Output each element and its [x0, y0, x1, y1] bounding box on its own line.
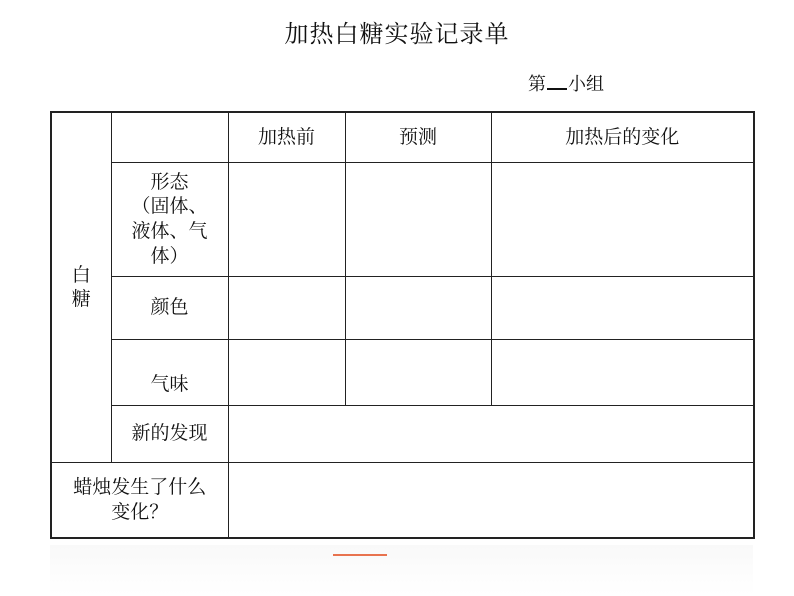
background-fade	[50, 545, 753, 595]
row-label-line: 形态	[150, 170, 189, 193]
cell-color-prediction[interactable]	[345, 276, 491, 339]
row-label-form	[111, 162, 228, 276]
table-row	[51, 162, 754, 276]
cell-form-before[interactable]	[228, 162, 345, 276]
cell-new-findings[interactable]	[228, 405, 754, 462]
table-row	[51, 276, 754, 339]
cell-form-prediction[interactable]	[345, 162, 491, 276]
row-label-color: 颜色	[111, 276, 228, 339]
side-label-cell	[51, 112, 111, 462]
row-label-line: （固体、	[131, 195, 208, 218]
group-prefix: 第	[528, 74, 546, 95]
table-row	[51, 405, 754, 462]
row-label-line: 体）	[150, 244, 189, 267]
cell-form-after[interactable]	[491, 162, 754, 276]
row-label-candle-change	[51, 462, 228, 538]
group-number-blank[interactable]	[547, 72, 567, 90]
side-label: 白糖	[71, 263, 91, 311]
row-label-new-findings: 新的发现	[111, 405, 228, 462]
row-label-smell	[111, 339, 228, 405]
page-title: 加热白糖实验记录单	[284, 20, 510, 48]
cell-candle-change[interactable]	[228, 462, 754, 538]
row-label-line: 蜡烛发生了什么	[73, 476, 207, 499]
record-table	[50, 111, 755, 539]
header-row	[51, 112, 754, 162]
row-label-line: 液体、气	[131, 220, 208, 242]
cell-smell-prediction[interactable]	[345, 339, 491, 405]
cell-smell-before[interactable]	[228, 339, 345, 405]
header-after-heating: 加热后的变化	[491, 112, 754, 162]
corner-cell	[111, 112, 228, 162]
row-label-line: 变化？	[111, 500, 169, 523]
cell-color-before[interactable]	[228, 276, 345, 339]
accent-line	[333, 554, 387, 556]
cell-color-after[interactable]	[491, 276, 754, 339]
table-row	[51, 462, 754, 538]
header-before-heating: 加热前	[228, 112, 345, 162]
cell-smell-after[interactable]	[491, 339, 754, 405]
group-suffix: 小组	[568, 74, 604, 95]
table-row	[51, 339, 754, 405]
group-number-label	[528, 70, 604, 96]
row-label-smell-text: 气味	[150, 372, 189, 395]
header-prediction: 预测	[345, 112, 491, 162]
